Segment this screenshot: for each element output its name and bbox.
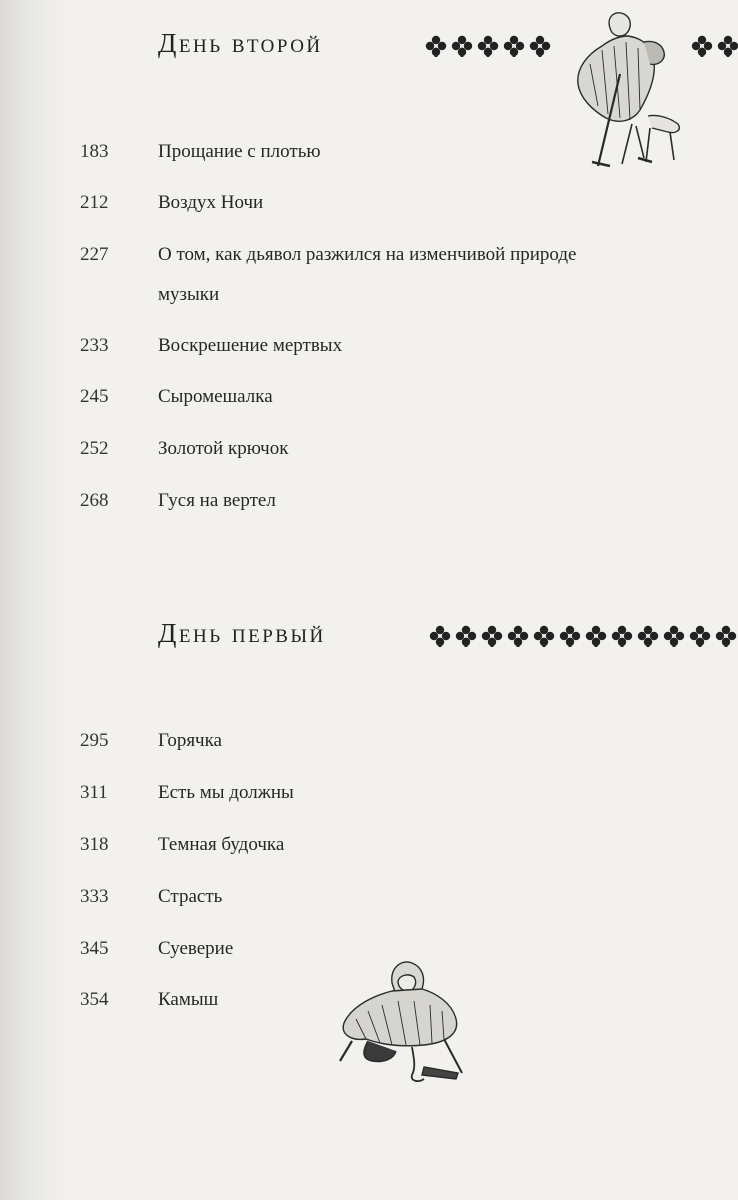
quatrefoil-ornament-icon <box>502 34 526 58</box>
quatrefoil-ornament-icon <box>528 34 552 58</box>
chapter-title: Страсть <box>158 886 223 907</box>
quatrefoil-ornament-icon <box>662 624 686 648</box>
quatrefoil-ornament-icon <box>476 34 500 58</box>
ornament-row <box>428 624 738 648</box>
chapter-title: Суеверие <box>158 938 234 959</box>
chapter-title: Прощание с плотью <box>158 141 321 162</box>
quatrefoil-ornament-icon <box>450 34 474 58</box>
page-number: 227 <box>80 244 109 265</box>
page-number: 268 <box>80 490 109 511</box>
page-number: 354 <box>80 989 109 1010</box>
quatrefoil-ornament-icon <box>506 624 530 648</box>
quatrefoil-ornament-icon <box>584 624 608 648</box>
page-number: 333 <box>80 886 109 907</box>
quatrefoil-ornament-icon <box>610 624 634 648</box>
quatrefoil-ornament-icon <box>424 34 448 58</box>
quatrefoil-ornament-icon <box>558 624 582 648</box>
page-number: 311 <box>80 782 108 803</box>
quatrefoil-ornament-icon <box>636 624 660 648</box>
page-number: 183 <box>80 141 109 162</box>
chapter-title: Камыш <box>158 989 219 1010</box>
quatrefoil-ornament-icon <box>428 624 452 648</box>
quatrefoil-ornament-icon <box>454 624 478 648</box>
page-number: 233 <box>80 335 109 356</box>
book-gutter-shadow <box>0 0 70 1200</box>
quatrefoil-ornament-icon <box>716 34 738 58</box>
quatrefoil-ornament-icon <box>532 624 556 648</box>
chapter-title: Воскрешение мертвых <box>158 335 343 356</box>
page-number: 318 <box>80 834 109 855</box>
chapter-title: Гуся на вертел <box>158 490 276 511</box>
quatrefoil-ornament-icon <box>688 624 712 648</box>
chapter-title: Есть мы должны <box>158 782 294 803</box>
chapter-title: Золотой крючок <box>158 438 289 459</box>
quatrefoil-ornament-icon <box>480 624 504 648</box>
quatrefoil-ornament-icon <box>714 624 738 648</box>
chapter-title: Горячка <box>158 730 222 751</box>
chapter-title: О том, как дьявол разжился на изменчивой природе музыки <box>158 244 577 305</box>
page-number: 245 <box>80 386 109 407</box>
ornament-row <box>424 34 552 58</box>
ornament-row <box>690 34 738 58</box>
page-number: 295 <box>80 730 109 751</box>
quatrefoil-ornament-icon <box>690 34 714 58</box>
page-number: 345 <box>80 938 109 959</box>
page-number: 252 <box>80 438 109 459</box>
page-number: 212 <box>80 192 109 213</box>
chapter-title: Сыромешалка <box>158 386 273 407</box>
kneeling-cloaked-figure-illustration <box>332 955 482 1085</box>
chapter-title: Воздух Ночи <box>158 192 264 213</box>
chapter-title: Темная будочка <box>158 834 285 855</box>
section-heading-day-one: День первый <box>158 618 326 648</box>
section-heading-day-two: День второй <box>158 28 323 58</box>
